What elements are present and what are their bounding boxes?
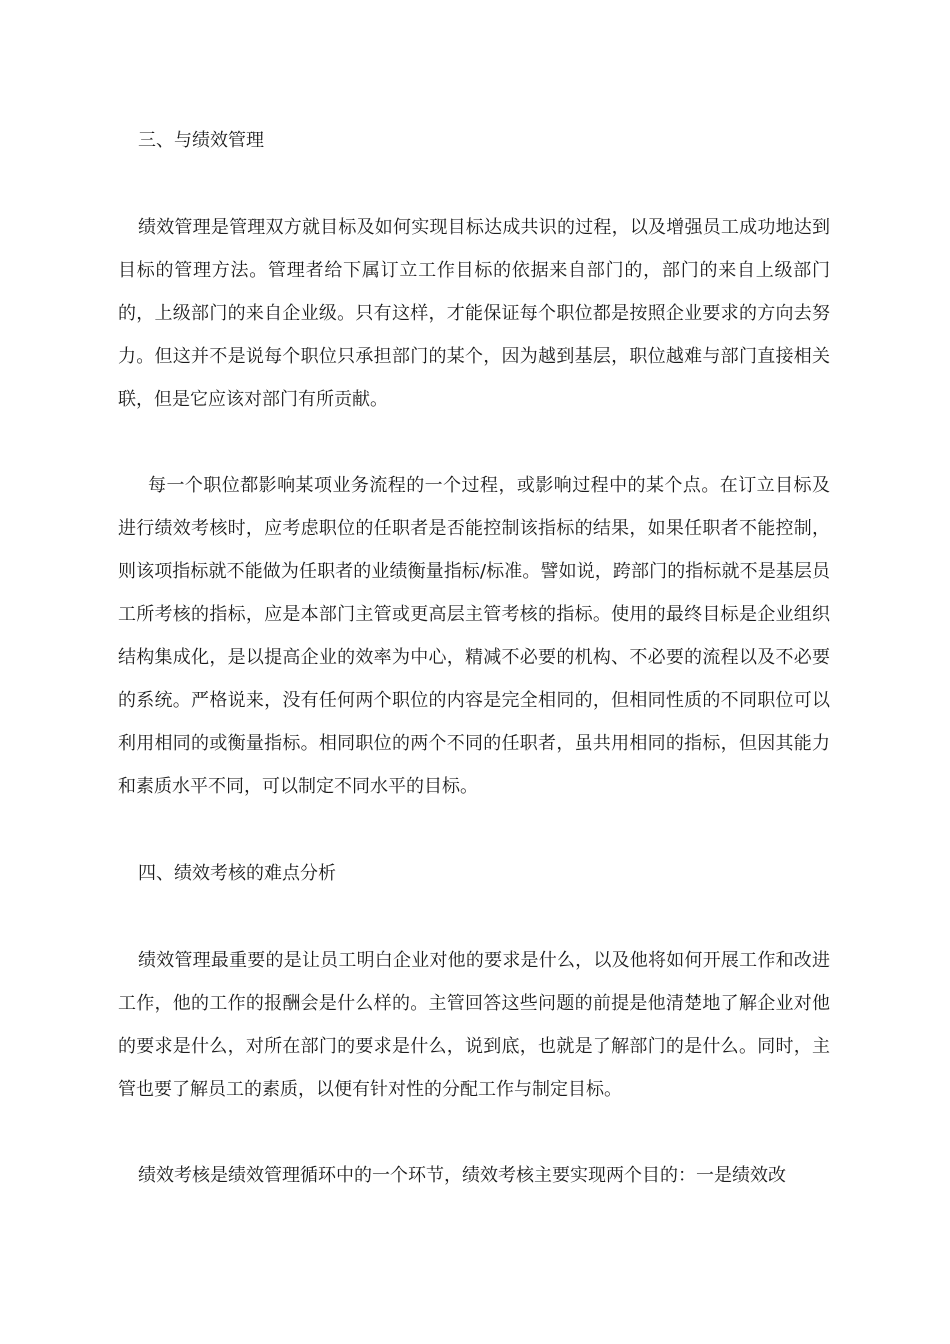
section-4-heading: 四、绩效考核的难点分析	[138, 863, 336, 884]
section-3-paragraph-1: 绩效管理是管理双方就目标及如何实现目标达成共识的过程，以及增强员工成功地达到目标的管理方法。管理者给下属订立工作目标的依据来自部门的，部门的来自上级部门的，上级部门的来自企业级。只有这样，才能保证每个职位都是按照企业要求的方向去努力。但这并不是说每个职位只承担部门的某个，因为越到基层，职位越难与部门直接相关联，但是它应该对部门有所贡献。	[118, 217, 830, 410]
section-4-paragraph-2: 绩效考核是绩效管理循环中的一个环节，绩效考核主要实现两个目的：一是绩效改	[138, 1165, 786, 1186]
section-4-paragraph-1: 绩效管理最重要的是让员工明白企业对他的要求是什么，以及他将如何开展工作和改进工作，他的工作的报酬会是什么样的。主管回答这些问题的前提是他清楚地了解企业对他的要求是什么，对所在部门的要求是什么，说到底，也就是了解部门的是什么。同时，主管也要了解员工的素质，以便有针对性的分配工作与制定目标。	[118, 950, 830, 1100]
section-3-paragraph-2: 每一个职位都影响某项业务流程的一个过程，或影响过程中的某个点。在订立目标及进行绩效考核时，应考虑职位的任职者是否能控制该指标的结果，如果任职者不能控制，则该项指标就不能做为任职者的业绩衡量指标/标准。譬如说，跨部门的指标就不是基层员工所考核的指标，应是本部门主管或更高层主管考核的指标。使用的最终目标是企业组织结构集成化，是以提高企业的效率为中心，精减不必要的机构、不必要的流程以及不必要的系统。严格说来，没有任何两个职位的内容是完全相同的，但相同性质的不同职位可以利用相同的或衡量指标。相同职位的两个不同的任职者，虽共用相同的指标，但因其能力和素质水平不同，可以制定不同水平的目标。	[118, 475, 830, 797]
section-3-heading: 三、与绩效管理	[138, 130, 264, 151]
